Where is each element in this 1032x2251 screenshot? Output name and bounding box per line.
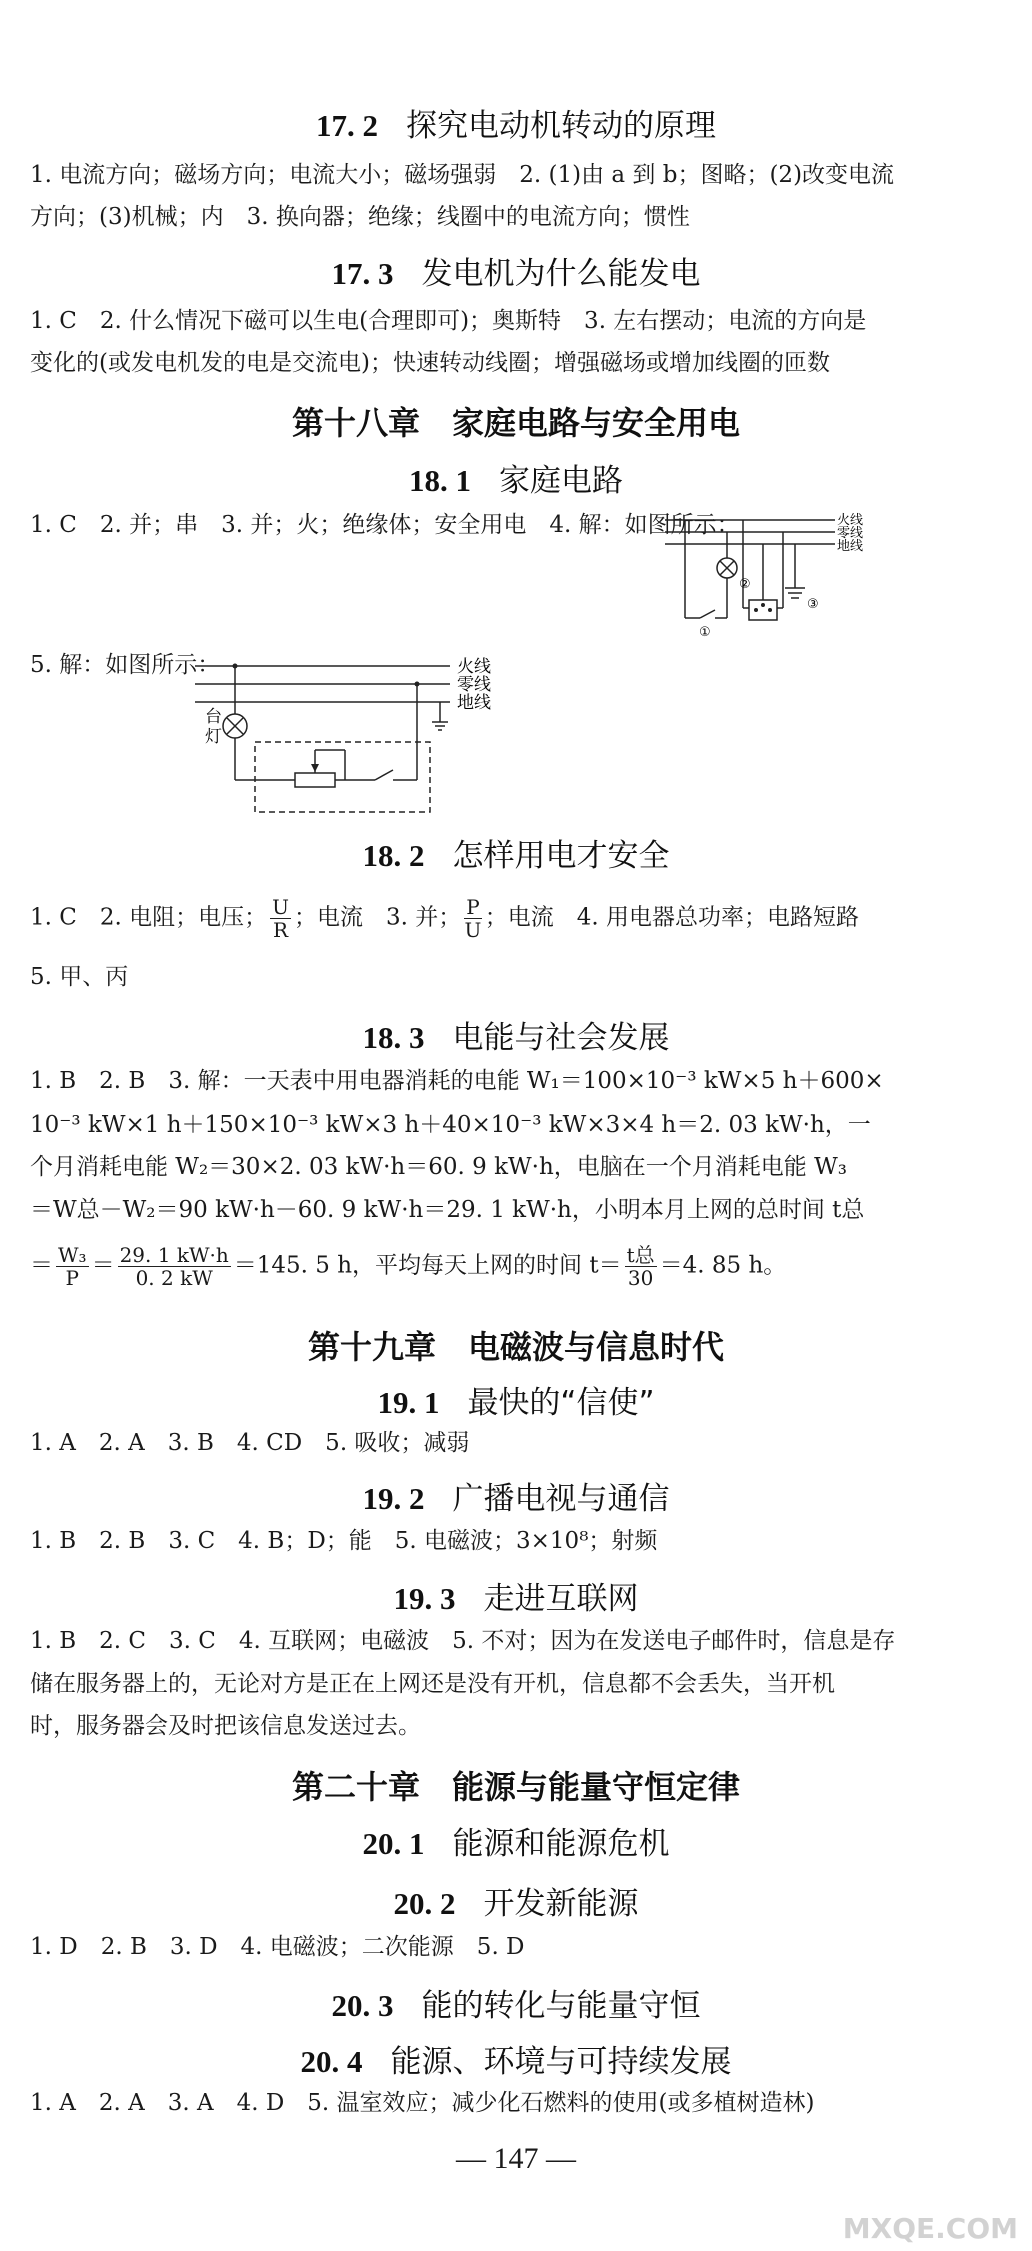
dimmer-enclosure: [255, 742, 430, 812]
junction-dot: [415, 682, 420, 687]
section-heading-17-3: 17. 3 发电机为什么能发电: [331, 256, 701, 292]
answer-line: 1. B 2. C 3. C 4. 互联网；电磁波 5. 不对；因为在发送电子邮件时，信息是存: [30, 1628, 896, 1654]
answer-line: 10⁻³ kW×1 h＋150×10⁻³ kW×3 h＋40×10⁻³ kW×3×4 h＝2. 03 kW·h，一: [30, 1112, 871, 1138]
answer-line: 个月消耗电能 W₂＝30×2. 03 kW·h＝60. 9 kW·h，电脑在一个月消耗电能 W₃: [30, 1154, 847, 1180]
household-circuit-figure-1: [655, 508, 885, 660]
fraction: $\frac{29. 1 kW\cdot h}{0. 2 kW}$: [119, 1243, 229, 1290]
answer-line: 1. C 2. 并；串 3. 并；火；绝缘体；安全用电 4. 解：如图所示：: [30, 512, 740, 538]
marker-2: ②: [739, 577, 751, 592]
live-wire-label: 火线: [837, 513, 864, 528]
table-lamp-label: 台: [205, 707, 222, 727]
answer-line: 1. B 2. B 3. 解：一天表中用电器消耗的电能 W₁＝100×10⁻³ kW×5 h＋600×: [30, 1068, 884, 1094]
fraction: $\frac{U}{R}$: [272, 895, 289, 942]
chapter-heading-19: 第十九章 电磁波与信息时代: [307, 1328, 724, 1366]
answer-line: 方向；(3)机械；内 3. 换向器；绝缘；线圈中的电流方向；惯性: [30, 204, 690, 230]
socket-hole-ground: [761, 603, 765, 607]
marker-3: ③: [807, 597, 819, 612]
neutral-wire-label: 零线: [457, 675, 491, 695]
answer-line: 储在服务器上的，无论对方是正在上网还是没有开机，信息都不会丢失，当开机: [30, 1671, 835, 1697]
answer-line: 时，服务器会及时把该信息发送过去。: [30, 1713, 421, 1739]
chapter-heading-18: 第十八章 家庭电路与安全用电: [291, 404, 740, 442]
page-number: — 147 —: [456, 2142, 576, 2175]
section-heading-20-4: 20. 4 能源、环境与可持续发展: [300, 2044, 732, 2080]
junction-dot: [233, 664, 238, 669]
section-heading-17-2: 17. 2 探究电动机转动的原理: [316, 108, 716, 144]
marker-1: ①: [699, 625, 711, 640]
section-heading-18-1: 18. 1 家庭电路: [409, 463, 623, 499]
section-heading-19-2: 19. 2 广播电视与通信: [362, 1481, 670, 1517]
section-heading-20-3: 20. 3 能的转化与能量守恒: [331, 1988, 701, 2024]
chapter-heading-20: 第二十章 能源与能量守恒定律: [291, 1768, 740, 1806]
neutral-wire-label: 零线: [837, 526, 864, 541]
slider-arrow: [311, 764, 319, 772]
answer-line: 1. C 2. 什么情况下磁可以生电(合理即可)；奥斯特 3. 左右摆动；电流的方向是: [30, 308, 867, 334]
section-heading-20-1: 20. 1 能源和能源危机: [362, 1826, 670, 1862]
section-heading-19-3: 19. 3 走进互联网: [393, 1581, 639, 1617]
answer-line: 变化的(或发电机发的电是交流电)；快速转动线圈；增强磁场或增加线圈的匝数: [30, 350, 830, 376]
socket-hole-left: [754, 608, 758, 612]
section-heading-20-2: 20. 2 开发新能源: [393, 1886, 639, 1922]
answer-line: ＝W总－W₂＝90 kW·h－60. 9 kW·h＝29. 1 kW·h，小明本月上网的总时间 t总: [30, 1197, 865, 1223]
ground-wire-label: 地线: [837, 539, 864, 554]
answer-line: 1. A 2. A 3. B 4. CD 5. 吸收；减弱: [30, 1430, 470, 1456]
answer-line: 1. 电流方向；磁场方向；电流大小；磁场强弱 2. (1)由 a 到 b；图略；(2)改变电流: [30, 162, 895, 188]
section-heading-19-1: 19. 1 最快的“信使”: [377, 1385, 655, 1421]
socket-hole-right: [768, 608, 772, 612]
answer-line: ＝ $\frac{\text{W₃}}{P}$ ＝ $\frac{29. 1 kW\cdot h}{0. 2 kW}$ ＝145. 5 h，平均每天上网的时间 t＝ $\frac{\text{t总}}{30}$ ＝4. 85 h。: [30, 1243, 787, 1290]
table-lamp-circuit-figure-2: [195, 650, 530, 825]
answer-line: 5. 甲、丙: [30, 964, 129, 990]
answer-line: 1. B 2. B 3. C 4. B；D；能 5. 电磁波；3×10⁸；射频: [30, 1528, 658, 1554]
fraction: $\frac{\text{t总}}{30}$: [626, 1243, 655, 1290]
table-lamp-label: 灯: [205, 727, 222, 747]
answer-line: 1. D 2. B 3. D 4. 电磁波；二次能源 5. D: [30, 1934, 525, 1960]
fraction: $\frac{\text{W₃}}{P}$: [58, 1243, 87, 1290]
ground-wire-label: 地线: [457, 693, 491, 713]
answer-line: 5. 解：如图所示：: [30, 652, 221, 678]
live-wire-label: 火线: [457, 657, 491, 677]
answer-line: 1. C 2. 电阻；电压； $\frac{U}{R}$ ；电流 3. 并； $\frac{P}{U}$ ；电流 4. 用电器总功率；电路短路: [30, 895, 859, 942]
fraction: $\frac{P}{U}$: [464, 895, 482, 942]
watermark-logo: MXQE.COM: [842, 2212, 1018, 2245]
section-heading-18-3: 18. 3 电能与社会发展: [362, 1020, 670, 1056]
answer-line: 1. A 2. A 3. A 4. D 5. 温室效应；减少化石燃料的使用(或多植树造林): [30, 2090, 815, 2116]
section-heading-18-2: 18. 2 怎样用电才安全: [362, 838, 670, 874]
